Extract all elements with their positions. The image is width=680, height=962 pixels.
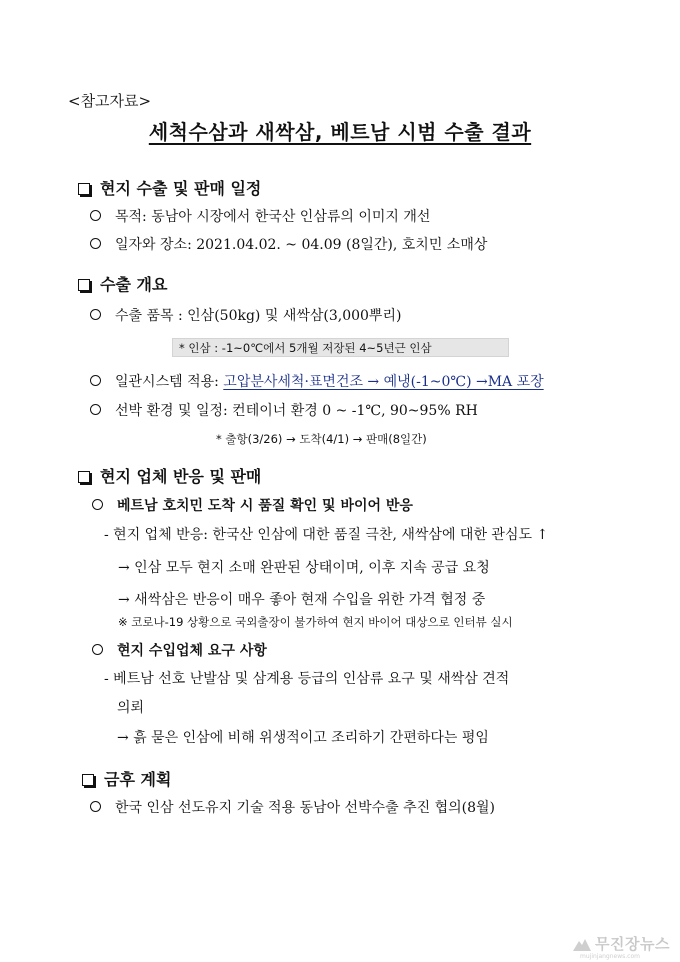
reference-label: <참고자료> [68,92,152,110]
arrow-item: → 인삼 모두 현지 소매 완판된 상태이며, 이후 지속 공급 요청 [118,560,490,576]
circle-bullet-icon [90,238,101,249]
dash-item: - 현지 업체 반응: 한국산 인삼에 대한 품질 극찬, 새싹삼에 대한 관심도 ↑ [104,527,549,543]
section-heading-schedule: 현지 수출 및 판매 일정 [78,176,261,199]
list-item: 일관시스템 적용: 고압분사세척·표면건조 → 예냉(-1~0℃) →MA 포장 [90,371,544,391]
checkbox-square-icon [78,183,90,195]
list-item: 일자와 장소: 2021.04.02. ~ 04.09 (8일간), 호치민 소매상 [90,234,487,254]
dash-item: - 베트남 선호 난발삼 및 삼계용 등급의 인삼류 요구 및 새싹삼 견적 [104,671,510,687]
section-heading-local-response: 현지 업체 반응 및 판매 [78,464,261,487]
checkbox-square-icon [82,774,94,786]
section-heading-future-plan: 금후 계획 [82,767,171,790]
ginseng-storage-note: * 인삼 : -1~0℃에서 5개월 저장된 4~5년근 인삼 [172,338,509,357]
list-item: 한국 인삼 선도유지 기술 적용 동남아 선박수출 추진 협의(8월) [90,797,495,817]
circle-bullet-icon [92,644,103,655]
section-heading-export-overview: 수출 개요 [78,272,167,295]
list-item: 선박 환경 및 일정: 컨테이너 환경 0 ~ -1℃, 90~95% RH [90,400,478,420]
mountain-logo-icon [573,937,591,951]
shipping-schedule-note: * 출항(3/26) → 도착(4/1) → 판매(8일간) [216,432,427,446]
arrow-item: → 새싹삼은 반응이 매우 좋아 현재 수입을 위한 가격 협정 중 [118,592,486,608]
document-title: 세척수삼과 새싹삼, 베트남 시범 수출 결과 [148,120,532,144]
checkbox-square-icon [78,471,90,483]
circle-bullet-icon [90,404,101,415]
watermark-logo: 무진장뉴스 [573,933,670,954]
circle-bullet-icon [90,309,101,320]
checkbox-square-icon [78,279,90,291]
dash-item-continuation: 의뢰 [117,700,145,716]
arrow-item: → 흙 묻은 인삼에 비해 위생적이고 조리하기 간편하다는 평임 [117,730,489,746]
subsection-heading: 현지 수입업체 요구 사항 [92,640,267,660]
circle-bullet-icon [90,375,101,386]
list-item: 수출 품목 : 인삼(50kg) 및 새싹삼(3,000뿌리) [90,305,401,325]
integrated-system-process: 고압분사세척·표면건조 → 예냉(-1~0℃) →MA 포장 [223,374,544,390]
covid-note: ※ 코로나-19 상황으로 국외출장이 불가하여 현지 바이어 대상으로 인터뷰 실시 [118,615,513,629]
list-item: 목적: 동남아 시장에서 한국산 인삼류의 이미지 개선 [90,206,430,226]
watermark-url: mujinjangnews.com [580,953,640,960]
circle-bullet-icon [90,801,101,812]
subsection-heading: 베트남 호치민 도착 시 품질 확인 및 바이어 반응 [92,495,413,515]
circle-bullet-icon [90,210,101,221]
circle-bullet-icon [92,499,103,510]
